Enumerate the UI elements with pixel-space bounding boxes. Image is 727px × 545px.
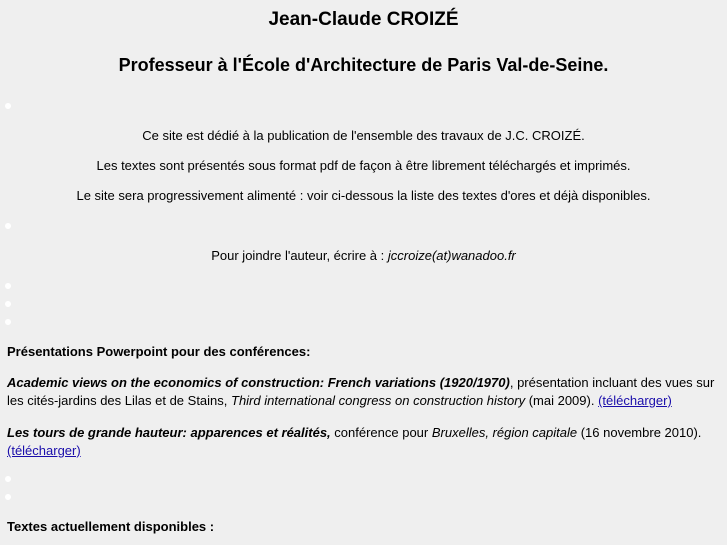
author-title: Professeur à l'École d'Architecture de Paris Val-de-Seine. xyxy=(118,55,609,75)
bullet-marker xyxy=(5,283,11,289)
download-link[interactable]: (télécharger) xyxy=(598,393,672,408)
contact-line xyxy=(0,248,727,263)
bullet-marker xyxy=(5,103,11,109)
item-comma: , xyxy=(509,375,514,390)
bullet-marker xyxy=(5,223,11,229)
powerpoint-item xyxy=(7,424,723,460)
bullet-marker xyxy=(5,301,11,307)
powerpoint-item xyxy=(7,374,723,410)
item-description: conférence pour xyxy=(330,425,432,440)
item-title: Les tours de grande hauteur: apparences et réalités, xyxy=(7,425,331,440)
contact-email: jccroize(at)wanadoo.fr xyxy=(387,248,516,263)
item-venue: Third international congress on construction history xyxy=(231,393,526,408)
item-date: (mai 2009). xyxy=(525,393,599,408)
powerpoint-heading: Présentations Powerpoint pour des conférences: xyxy=(7,344,311,359)
texts-heading: Textes actuellement disponibles : xyxy=(7,519,215,534)
bullet-marker xyxy=(5,319,11,325)
author-name: Jean-Claude CROIZÉ xyxy=(268,9,459,30)
bullet-marker xyxy=(5,494,11,500)
intro-line-2: Les textes sont présentés sous format pdf de façon à être librement téléchargés et imprimés. xyxy=(96,158,631,173)
item-date: (16 novembre 2010). xyxy=(577,425,702,440)
contact-prefix: Pour joindre l'auteur, écrire à : xyxy=(211,248,388,263)
bullet-marker xyxy=(5,476,11,482)
intro-line-3: Le site sera progressivement alimenté : voir ci-dessous la liste des textes d'ores et déjà disponibles. xyxy=(76,188,651,203)
item-venue: Bruxelles, région capitale xyxy=(431,425,578,440)
item-description: présentation incluant des vues sur les cités-jardins des Lilas et de Stains, xyxy=(7,375,715,408)
item-title: Academic views on the economics of construction: French variations (1920/1970) xyxy=(7,375,510,390)
intro-line-1: Ce site est dédié à la publication de l'ensemble des travaux de J.C. CROIZÉ. xyxy=(142,128,585,143)
download-link[interactable]: (télécharger) xyxy=(7,443,81,458)
